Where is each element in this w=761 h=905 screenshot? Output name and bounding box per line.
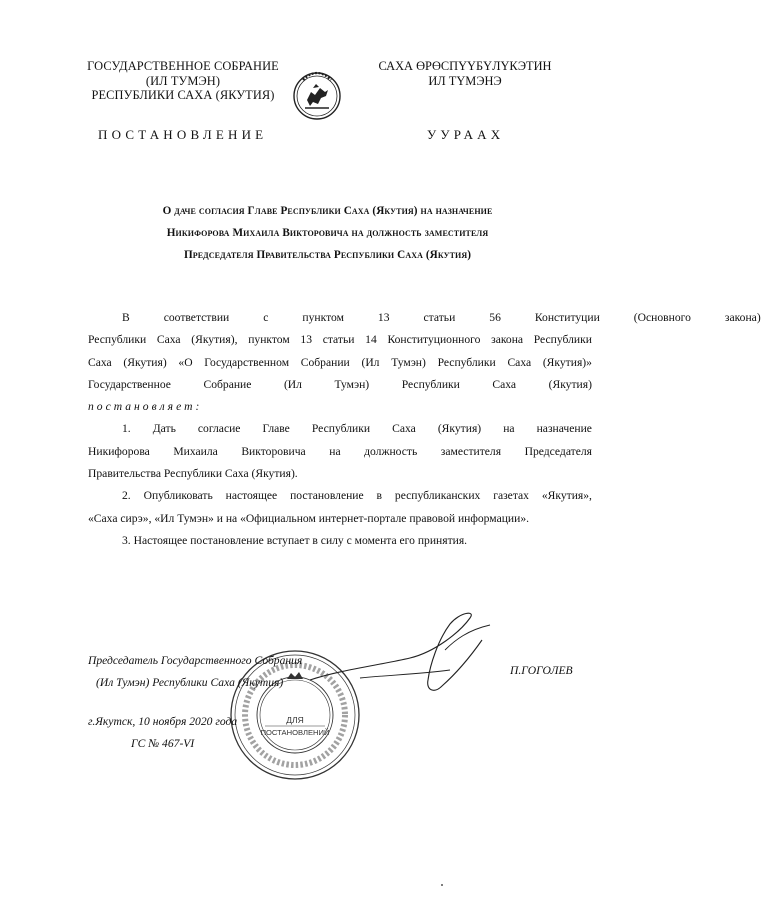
word: Республики [311,422,371,436]
signer-name: П.ГОГОЛЕВ [510,664,573,677]
stamp-line-2: ПОСТАНОВЛЕНИЙ [260,728,330,737]
item1-line-1 [88,418,592,440]
word: Викторовича [241,444,306,458]
word: постановление [290,489,364,503]
document-number: ГС № 467-VI [131,737,195,750]
word: Опубликовать [143,489,213,503]
word: республиканских [394,489,481,503]
word: статьи [322,333,355,347]
item3-line: 3. Настоящее постановление вступает в силу с момента его принятия. [122,533,468,547]
document-title [60,200,595,266]
word: Саха [507,355,532,369]
word: пунктом [248,333,290,347]
word: с [263,311,269,324]
item1-line-3: Правительства Республики Саха (Якутия). [88,467,298,481]
title-line-2: Никифорова Михаила Викторовича на должность заместителя [166,227,489,239]
word: назначение [536,422,592,436]
intro-line-3 [88,352,592,374]
word: Республики [437,355,496,369]
word: (Ил [283,377,302,391]
doc-type-russian: ПОСТАНОВЛЕНИЕ [98,127,268,142]
item2-line-1 [88,485,592,507]
position-line-2: (Ил Тумэн) Республики Саха (Якутия) [96,676,284,689]
word: заместителя [440,444,502,458]
header-left [78,59,288,103]
header-right-line-2: ИЛ ТҮМЭНЭ [428,73,502,88]
word: Председателя [524,444,592,458]
word: на [503,422,515,436]
word: Конституционного [387,333,481,347]
header-left-line-1: ГОСУДАРСТВЕННОЕ СОБРАНИЕ [87,59,279,73]
word: должность [364,444,418,458]
word: (Якутия), [191,333,238,347]
word: «Якутия», [541,489,592,503]
word: (Якутия)» [542,355,592,369]
word: 13 [377,311,390,324]
place-and-date: г.Якутск, 10 ноября 2020 года [88,715,238,728]
header-left-line-2: (ИЛ ТУМЭН) [145,73,221,88]
header-right [365,59,565,88]
word: Собрании [300,355,350,369]
signature-position [88,650,348,694]
stamp-line-1: ДЛЯ [286,715,304,725]
word: Государственное [88,377,171,391]
word: (Якутия) [123,355,167,369]
word: настоящее [225,489,278,503]
word: В [122,311,130,324]
word: в [376,489,383,503]
word: статьи [423,311,456,324]
word: соответствии [163,311,230,324]
word: на [329,444,341,458]
title-line-1: О даче согласия Главе Республики Саха (Якутия) на назначение [162,205,493,217]
document-body [88,307,761,552]
word: Собрание [203,377,252,391]
word: 56 [489,311,501,324]
word: (Основного [633,311,691,324]
word: Никифорова [88,444,150,458]
word: 13 [300,333,312,347]
word: Главе [262,422,290,436]
word: Тумэн) [391,355,426,369]
word: Республики [401,377,460,391]
word: «О [178,355,193,369]
word: 14 [365,333,377,347]
position-line-1: Председатель Государственного Собрания [88,654,303,667]
word: Саха [492,377,517,391]
word: Саха [88,355,112,369]
word: (Якутия) [548,377,592,391]
item1-line-2 [88,441,592,463]
intro-line-4 [88,374,592,396]
word: Республики [533,333,592,347]
word: 2. [122,489,131,503]
scan-speck [441,884,443,886]
word: газетах [493,489,529,503]
coat-of-arms-emblem [285,62,349,126]
word: (Ил [361,355,380,369]
header-left-line-3: РЕСПУБЛИКИ САХА (ЯКУТИЯ) [91,88,275,102]
item2-line-2: «Саха сирэ», «Ил Тумэн» и на «Официальном интернет-портале правовой информации». [88,511,530,525]
word: Конституции [534,311,600,324]
word: Тумэн) [334,377,370,391]
title-line-3: Председателя Правительства Республики Саха (Якутия) [183,249,472,261]
word: Дать [152,422,176,436]
word: Михаила [173,444,218,458]
word: пунктом [302,311,344,324]
word: Саха [156,333,181,347]
doc-type-yakut: УУРААХ [427,127,505,142]
word: закона) [724,311,761,324]
decree-word [88,396,592,418]
word: Саха [392,422,416,436]
word: согласие [197,422,241,436]
word: закона [491,333,524,347]
word: Государственном [204,355,290,369]
intro-line-2 [88,329,592,351]
word: (Якутия) [437,422,482,436]
word: 1. [122,422,131,436]
header-right-line-1: САХА ӨРӨСПҮҮБҮЛҮКЭТИН [378,59,552,73]
decree-word-text: постановляет: [88,400,203,414]
word: Республики [88,333,147,347]
intro-line-1 [88,307,761,329]
